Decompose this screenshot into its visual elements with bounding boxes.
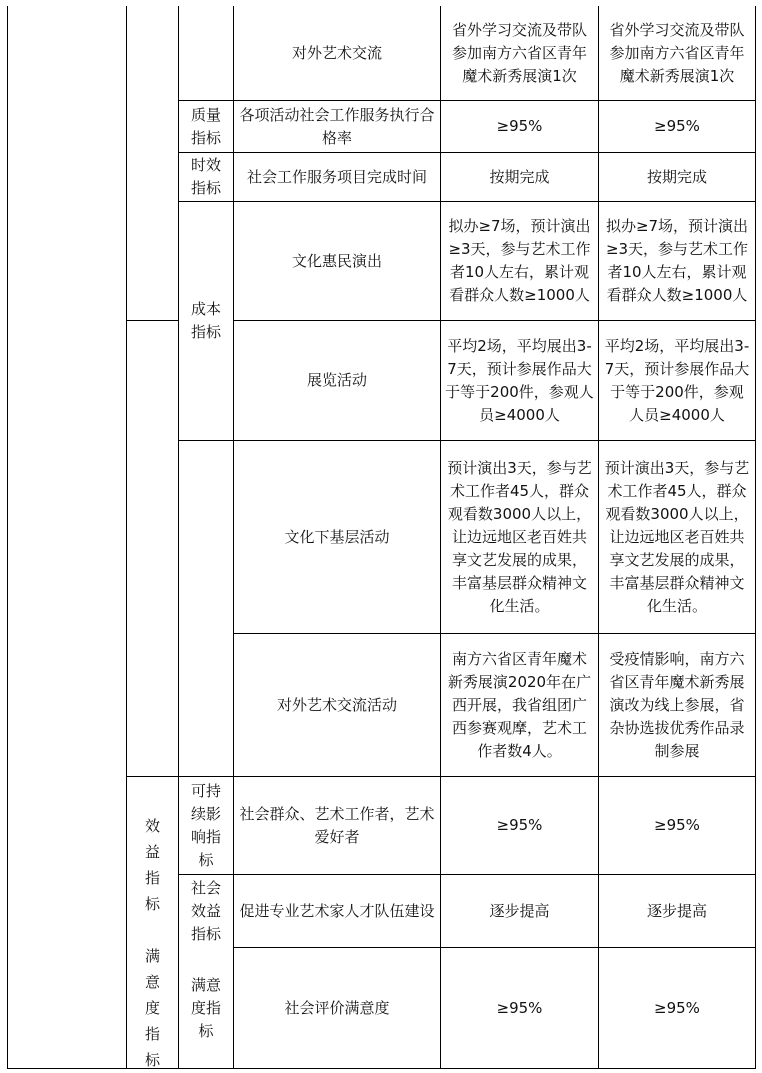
sub-indicator-3: 社会工作服务项目完成时间 <box>246 167 427 186</box>
timeliness-indicator-label: 时效 指标 <box>190 156 221 197</box>
target-value-2: ≥95% <box>496 117 543 135</box>
target-value-8: ≥95% <box>496 816 543 834</box>
sub-indicator-4: 文化惠民演出 <box>291 251 382 270</box>
sustainability-indicator-label: 可持 续影 响指 标 <box>190 781 221 869</box>
satisfaction-indicator-label: 满意 度指 标 <box>190 975 221 1040</box>
actual-value-9: 逐步提高 <box>646 901 707 920</box>
target-value-3: 按期完成 <box>489 167 550 186</box>
cost-indicator-label: 成本 指标 <box>190 300 221 341</box>
sub-indicator-5: 展览活动 <box>306 371 367 389</box>
actual-value-4: 拟办≥7场，预计演出≥3天，参与艺术工作者10人左右，累计观看群众人数≥1000人 <box>605 217 749 304</box>
sub-indicator-1: 对外艺术交流 <box>291 43 382 62</box>
target-value-4: 拟办≥7场，预计演出≥3天，参与艺术工作者10人左右，累计观看群众人数≥1000人 <box>448 217 591 304</box>
actual-value-1: 省外学习交流及带队参加南方六省区青年魔术新秀展演1次 <box>609 20 745 85</box>
actual-value-6: 预计演出3天，参与艺术工作者45人，群众观看数3000人以上，让边远地区老百姓共享文艺发展的成果，丰富基层群众精神文化生活。 <box>604 458 750 615</box>
actual-value-8: ≥95% <box>654 816 700 834</box>
sub-indicator-10: 社会评价满意度 <box>284 998 390 1017</box>
social-benefit-indicator-label: 社会 效益 指标 <box>190 878 221 943</box>
quality-indicator-label: 质量 指标 <box>190 105 221 147</box>
target-value-5: 平均2场，平均展出3-7天，预计参展作品大于等于200件，参观人员≥4000人 <box>445 336 594 424</box>
sub-indicator-2: 各项活动社会工作服务执行合格率 <box>239 105 435 147</box>
actual-value-10: ≥95% <box>654 998 700 1017</box>
target-value-10: ≥95% <box>496 998 543 1017</box>
sub-indicator-6: 文化下基层活动 <box>284 527 390 546</box>
target-value-7: 南方六省区青年魔术新秀展演2020年在广西开展，我省组团广西参赛观摩，艺术工作者数4人。 <box>447 649 592 760</box>
satisfaction-level-label: 满 意 度 指 标 <box>144 946 160 1069</box>
actual-value-2: ≥95% <box>654 117 700 135</box>
actual-value-3: 按期完成 <box>646 167 707 186</box>
effect-indicator-label: 效 益 指 标 <box>144 817 160 913</box>
target-value-1: 省外学习交流及带队参加南方六省区青年魔术新秀展演1次 <box>451 20 587 85</box>
actual-value-5: 平均2场，平均展出3-7天，预计参展作品大于等于200件，参观人员≥4000人 <box>604 336 750 424</box>
target-value-6: 预计演出3天，参与艺术工作者45人，群众观看数3000人以上，让边远地区老百姓共享文艺发展的成果，丰富基层群众精神文化生活。 <box>447 458 592 615</box>
sub-indicator-9: 促进专业艺术家人才队伍建设 <box>239 901 435 920</box>
actual-value-7: 受疫情影响，南方六省区青年魔术新秀展演改为线上参展，省杂协选拔优秀作品录制参展 <box>609 649 745 760</box>
sub-indicator-7: 对外艺术交流活动 <box>276 695 397 714</box>
target-value-9: 逐步提高 <box>489 901 550 920</box>
sub-indicator-8: 社会群众、艺术工作者，艺术爱好者 <box>239 804 435 846</box>
